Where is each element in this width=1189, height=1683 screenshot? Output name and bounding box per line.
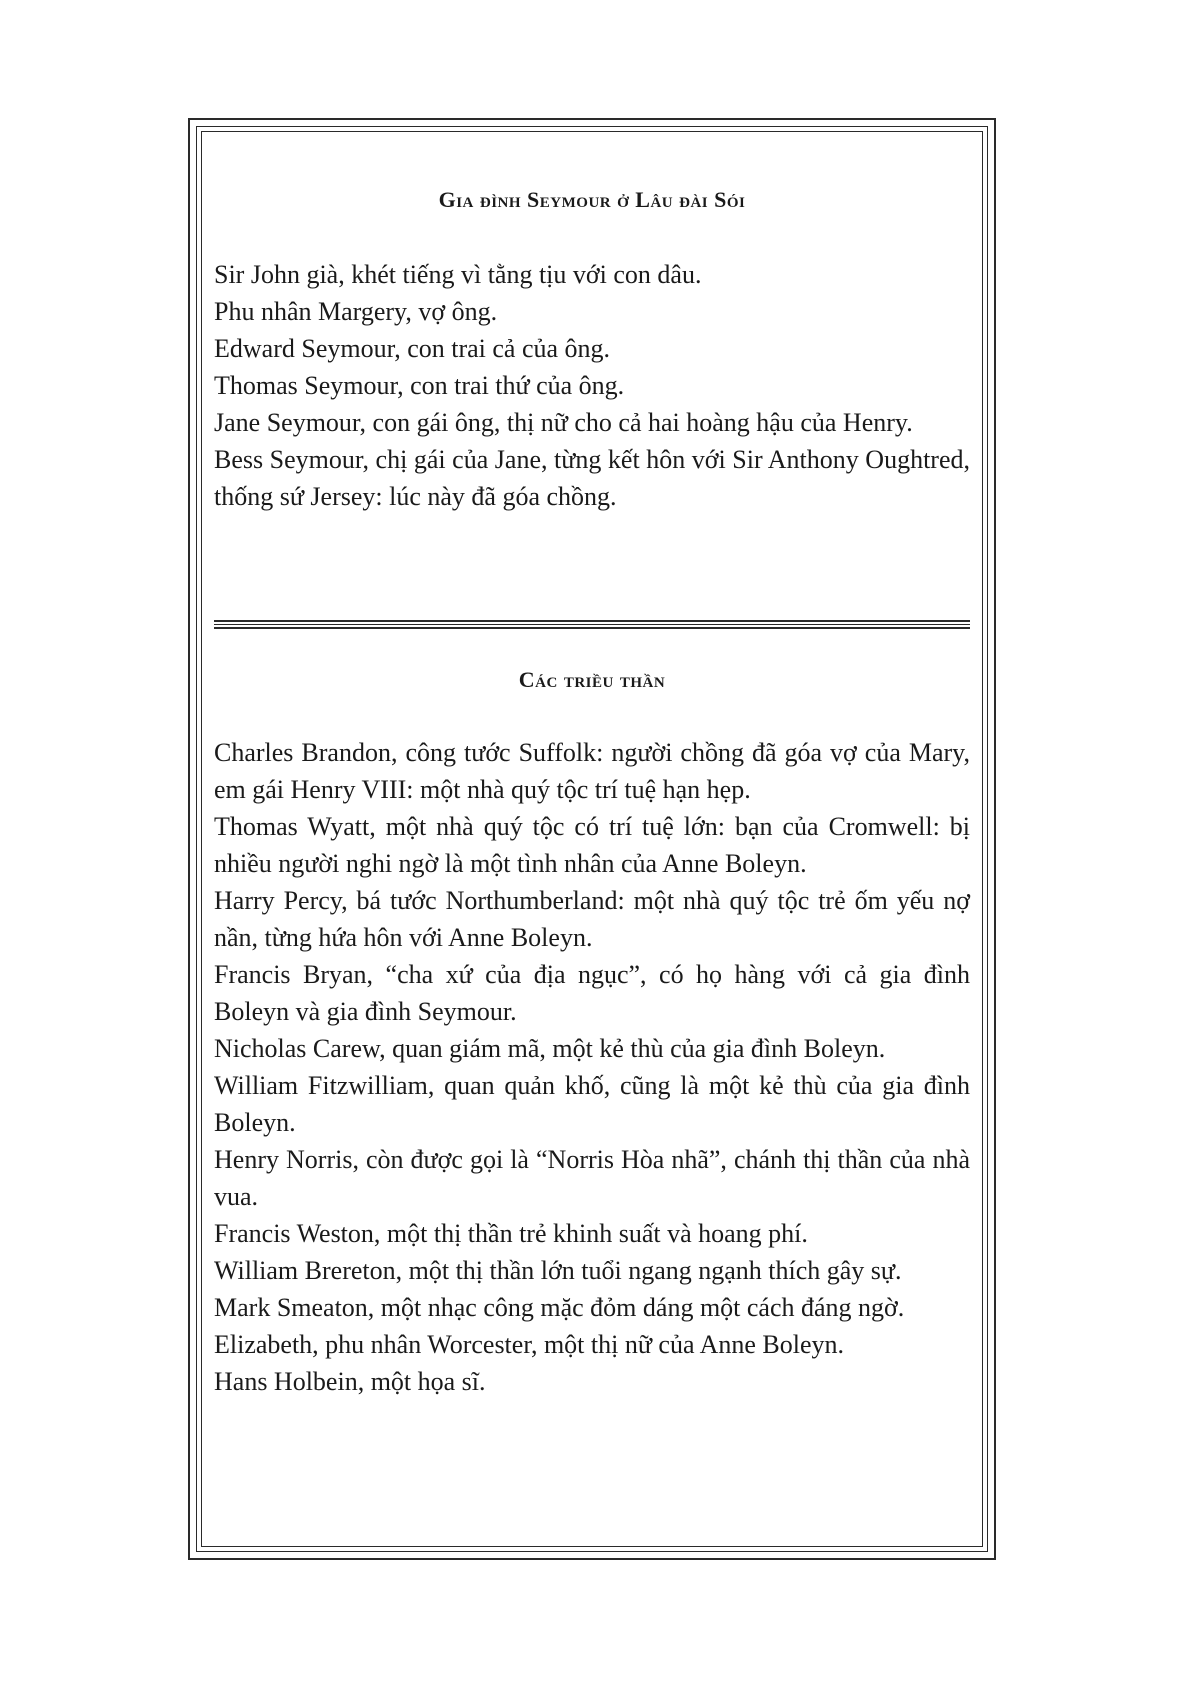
list-item: Sir John già, khét tiếng vì tằng tịu với con dâu. — [214, 260, 702, 289]
list-item: Thomas Seymour, con trai thứ của ông. — [214, 371, 625, 400]
list-item: Jane Seymour, con gái ông, thị nữ cho cả hai hoàng hậu của Henry. — [214, 408, 913, 437]
list-item: Mark Smeaton, một nhạc công mặc đỏm dáng một cách đáng ngờ. — [214, 1293, 905, 1322]
section-courtiers — [214, 660, 970, 1400]
section-heading: Các triều thần — [518, 667, 666, 692]
list-item: Thomas Wyatt, một nhà quý tộc có trí tuệ lớn: bạn của Cromwell: bị nhiều người nghi ngờ là một tình nhân của Anne Boleyn. — [214, 812, 970, 878]
list-item: Francis Bryan, “cha xứ của địa ngục”, có họ hàng với cả gia đình Boleyn và gia đình Seymour. — [214, 960, 970, 1026]
list-item: William Fitzwilliam, quan quản khố, cũng là một kẻ thù của gia đình Boleyn. — [214, 1071, 970, 1137]
list-item: Edward Seymour, con trai cả của ông. — [214, 334, 611, 363]
list-item: Nicholas Carew, quan giám mã, một kẻ thù của gia đình Boleyn. — [214, 1034, 886, 1063]
list-item: Hans Holbein, một họa sĩ. — [214, 1367, 486, 1396]
list-item: William Brereton, một thị thần lớn tuổi ngang ngạnh thích gây sự. — [214, 1256, 902, 1285]
list-item: Francis Weston, một thị thần trẻ khinh suất và hoang phí. — [214, 1219, 808, 1248]
section-heading: Gia đình Seymour ở Lâu đài Sói — [438, 187, 746, 212]
list-item: Harry Percy, bá tước Northumberland: một nhà quý tộc trẻ ốm yếu nợ nần, từng hứa hôn với Anne Boleyn. — [214, 886, 970, 952]
list-item: Elizabeth, phu nhân Worcester, một thị nữ của Anne Boleyn. — [214, 1330, 844, 1359]
list-item: Bess Seymour, chị gái của Jane, từng kết hôn với Sir Anthony Oughtred, thống sứ Jersey: lúc này đã góa chồng. — [214, 445, 970, 511]
section-seymour-family — [214, 180, 970, 515]
section-divider — [214, 620, 970, 629]
list-item: Henry Norris, còn được gọi là “Norris Hòa nhã”, chánh thị thần của nhà vua. — [214, 1145, 970, 1211]
list-item: Charles Brandon, công tước Suffolk: người chồng đã góa vợ của Mary, em gái Henry VIII: một nhà quý tộc trí tuệ hạn hẹp. — [214, 738, 970, 804]
list-item: Phu nhân Margery, vợ ông. — [214, 297, 498, 326]
